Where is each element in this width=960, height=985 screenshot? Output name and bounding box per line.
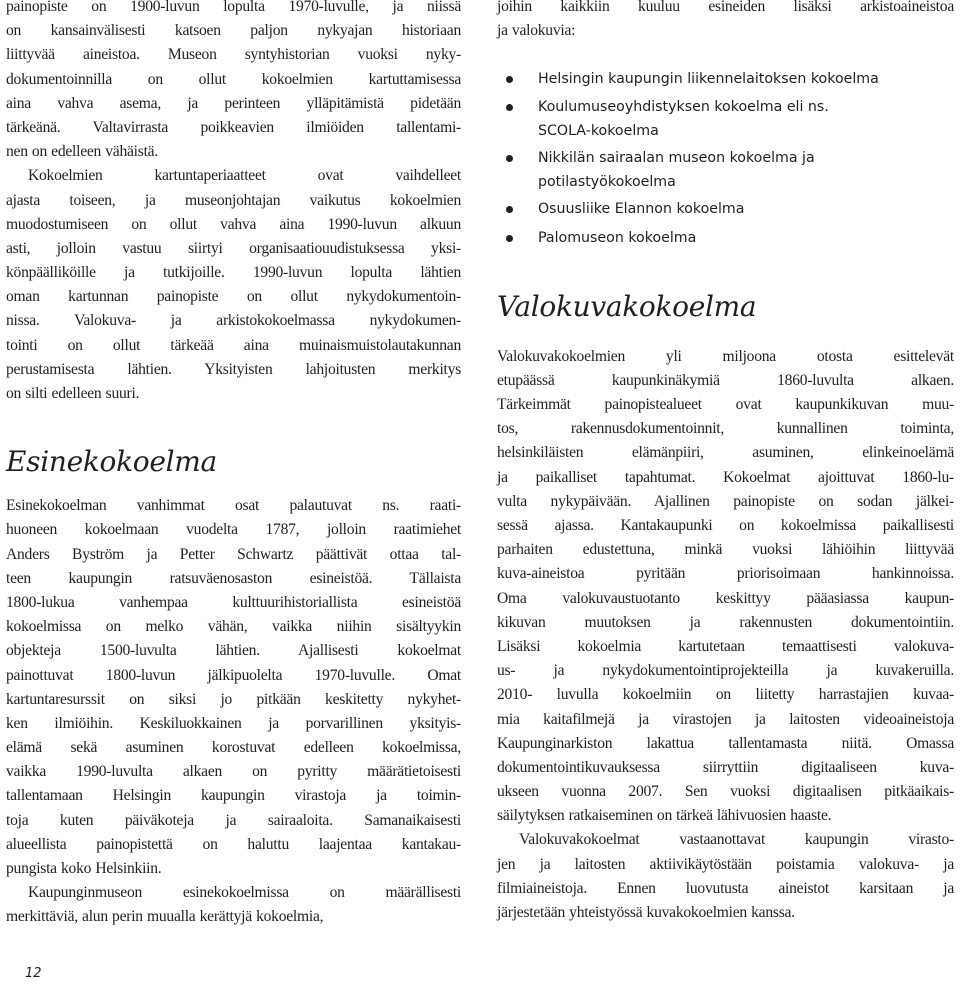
kokoelmat-paragraph (6, 881, 461, 929)
text-line: muodostumiseen on ollut vahva aina 1990-luvun alkuun (6, 215, 461, 233)
text-line: asti, jolloin vastuu siirtyi organisaatiouudistuksessa yksi- (6, 239, 461, 257)
text-line: Oma valokuvaustuotanto keskittyy pääasiassa kaupun- (497, 589, 954, 607)
text-line: oman kartunnan painopiste on ollut nykydokumentoin- (6, 288, 461, 306)
text-line: tärkeänä. Valtavirrasta poikkeavien ilmiöiden tallentami- (6, 118, 461, 136)
right-column (497, 0, 954, 925)
text-line: Kaupunginmuseon esinekokoelmissa on määrällisesti (28, 884, 461, 902)
text-line: 2010- luvulla kokoelmiin on liitetty harrastajien kuvaa- (497, 686, 954, 704)
text-line: painottuvat 1800-luvun jälkipuolelta 1970-luvulle. Omat (6, 666, 461, 684)
text-line: mia kaitafilmejä ja virastojen ja laitosten videoaineistoja (497, 710, 954, 728)
section-heading-esinekokoelma: Esinekokoelma (6, 445, 217, 479)
text-line: tointi on ollut tärkeää aina muinaismuistolautakunnan (6, 336, 461, 354)
text-line: objekteja 1500-luvulta lähtien. Ajallisesti kokoelmat (6, 642, 461, 660)
bullet-icon (506, 155, 513, 162)
list-item-text: Osuusliike Elannon kokoelma (538, 201, 745, 218)
list-item (497, 197, 954, 221)
text-line: Valokuvakokoelmien yli miljoona otosta esittelevät (497, 347, 954, 365)
text-line: nissa. Valokuva- ja arkistokokoelmassa nykydokumen- (6, 312, 461, 330)
text-line: filmiaineistoja. Ennen luovutusta aineistot karsitaan ja (497, 879, 954, 897)
text-line: on silti edelleen suuri. (6, 385, 140, 402)
text-line: vulta nykypäivään. Ajallinen painopiste on sodan jälkei- (497, 492, 954, 510)
text-line: ja valokuvia: (497, 22, 576, 40)
section-heading-valokuvakokoelma: Valokuvakokoelma (497, 289, 757, 323)
intro-paragraph (6, 0, 461, 164)
collection-list (497, 67, 954, 249)
text-line: painopiste on 1900-luvun lopulta 1970-luvulle, ja niissä (6, 0, 461, 15)
text-line: ja paikalliset tapahtumat. Kokoelmat ajoittuvat 1860-lu- (497, 468, 954, 486)
text-line: helsinkiläisten elämänpiiri, asuminen, elinkeinoelämä (497, 444, 954, 462)
text-line: järjestetään yhteistyössä kuvakokoelmien kanssa. (497, 904, 795, 921)
valokuvakokoelma-paragraph (497, 345, 954, 829)
text-line: teen kaupungin ratsuväenosaston esineistöä. Tällaista (6, 569, 461, 587)
text-line: könpäälliköille ja tutkijoille. 1990-luvun lopulta lähtien (6, 264, 461, 282)
text-line: Kokoelmien kartuntaperiaatteet ovat vaihdelleet (28, 167, 461, 185)
bullet-icon (506, 76, 513, 83)
text-line: ajasta toiseen, ja museonjohtajan vaikutus kokoelmien (6, 191, 461, 209)
left-column (6, 0, 461, 930)
page-number: 12 (25, 966, 42, 981)
text-line: ken ilmiöihin. Keskiluokkainen ja porvarillinen yksityis- (6, 714, 461, 732)
text-line: merkittäviä, alun perin muualla kerättyjä kokoelmia, (6, 908, 324, 926)
text-line: alueellista painopistettä on haluttu laajentaa kantakau- (6, 835, 461, 853)
list-item-text: SCOLA-kokoelma (538, 122, 659, 139)
text-line: Esinekokoelman vanhimmat osat palautuvat ns. raati- (6, 497, 461, 515)
text-line: jen ja laitosten aktiivikäytöstään poistamia valokuva- ja (497, 855, 954, 873)
text-line: kartuntaresurssit on siksi jo pitkään keskitetty nykyhet- (6, 690, 461, 708)
text-line: dokumentointikuvauksessa siirryttiin digitaaliseen kuva- (497, 758, 954, 776)
text-line: liittyvää aineistoa. Museon syntyhistorian vuoksi nyky- (6, 46, 461, 64)
list-item-text: Palomuseon kokoelma (538, 229, 697, 246)
text-line: joihin kaikkiin kuuluu esineiden lisäksi arkistoaineistoa (497, 0, 954, 15)
list-item-text: Nikkilän sairaalan museon kokoelma ja (538, 149, 815, 166)
list-item (497, 226, 954, 250)
text-line: parhaiten edustettuna, minkä vuoksi lähiöihin liittyvää (497, 541, 954, 559)
esinekokoelma-paragraph (6, 494, 461, 881)
text-line: Kaupunginarkiston lakattua tallentamasta niitä. Omassa (497, 734, 954, 752)
text-line: Lisäksi kokoelmia kartutetaan temaattisesti valokuva- (497, 637, 954, 655)
text-line: vaikka 1990-luvulta alkaen on pyritty määrätietoisesti (6, 763, 461, 781)
kartunta-paragraph (6, 164, 461, 406)
bullet-icon (506, 104, 513, 111)
text-line: nen on edelleen vähäistä. (6, 143, 158, 161)
text-line: dokumentoinnilla on ollut kokoelmien kartuttamisessa (6, 70, 461, 88)
text-line: pungista koko Helsinkiin. (6, 860, 162, 877)
text-line: kuva-aineistoa pyritään priorisoimaan hankinnoissa. (497, 565, 954, 583)
text-line: Tärkeimmät painopistealueet ovat kaupunkikuvan muu- (497, 396, 954, 414)
text-line: us- ja nykydokumentointiprojekteilla ja kuvakeruilla. (497, 662, 954, 680)
list-item-text: Helsingin kaupungin liikennelaitoksen kokoelma (538, 71, 879, 88)
text-line: säilytyksen ratkaiseminen on tärkeä lähivuosien haaste. (497, 807, 832, 825)
text-line: toja kuten päiväkoteja ja sairaaloita. Samanaikaisesti (6, 811, 461, 829)
text-line: huoneen kokoelmaan vuodelta 1787, jolloin raatimiehet (6, 521, 461, 539)
continuation-paragraph (497, 0, 954, 43)
text-line: on kansainvälisesti katsoen paljon nykyajan historiaan (6, 22, 461, 40)
text-line: kikuvan muutoksen ja rakennusten dokumentointiin. (497, 613, 954, 631)
text-line: ukseen vuonna 2007. Sen vuoksi digitaalisen pitkäaikais- (497, 783, 954, 801)
list-item (497, 95, 954, 143)
list-item (497, 67, 954, 91)
text-line: etupäässä kaupunkinäkymiä 1860-luvulta alkaen. (497, 371, 954, 389)
text-line: perustamisesta lähtien. Yksityisten lahjoitusten merkitys (6, 360, 461, 378)
text-line: tos, rakennusdokumentoinnit, kunnallinen toiminta, (497, 420, 954, 438)
text-line: tallentamaan Helsingin kaupungin virastoja ja toimin- (6, 787, 461, 805)
text-line: sessä ajassa. Kantakaupunki on kokoelmissa paikallisesti (497, 517, 954, 534)
text-line: elämä sekä asuminen korostuvat edelleen kokoelmissa, (6, 739, 461, 757)
text-line: Valokuvakokoelmat vastaanottavat kaupungin virasto- (519, 831, 954, 849)
text-line: aina vahva asema, ja perinteen ylläpitämistä pidetään (6, 94, 461, 112)
bullet-icon (506, 206, 513, 213)
text-line: kokoelmissa on melko vähän, vaikka niihin sisältyykin (6, 618, 461, 636)
bullet-icon (506, 235, 513, 242)
text-line: Anders Byström ja Petter Schwartz päättivät ottaa tal- (6, 545, 461, 563)
vastaanotto-paragraph (497, 828, 954, 925)
list-item-text: Koulumuseoyhdistyksen kokoelma eli ns. (538, 98, 829, 115)
text-line: 1800-lukua vanhempaa kulttuurihistoriallista esineistöä (6, 593, 461, 611)
list-item (497, 146, 954, 194)
list-item-text: potilastyökokoelma (538, 174, 676, 191)
